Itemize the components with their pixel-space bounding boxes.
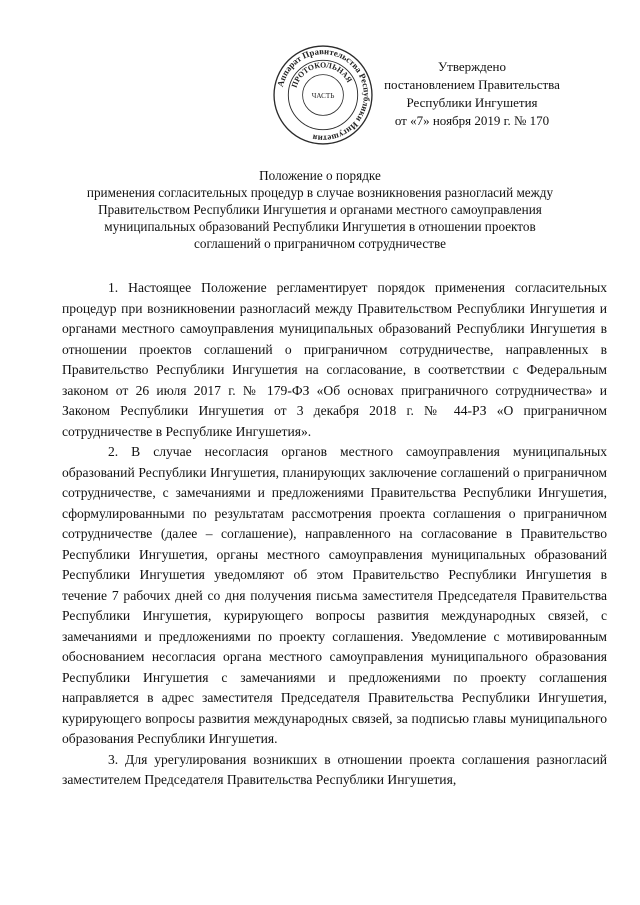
approval-block (360, 58, 584, 130)
title-line: применения согласительных процедур в случае возникновения разногласий между (86, 185, 554, 200)
paragraph-2: 2. В случае несогласия органов местного самоуправления муниципальных образований Республики Ингушетия, планирующих заключение соглашений о приграничном сотрудничестве, с замечаниями и предложениями Правительства Республики Ингушетия, сформулированными по результатам рассмотрения проекта соглашения о приграничном сотрудничестве (далее – соглашение), направленного на согласование в Правительство Республики Ингушетия, органы местного самоуправления муниципальных образований Республики Ингушетия уведомляют об этом Правительство Республики Ингушетия в течение 7 рабочих дней со дня получения письма заместителя Председателя Правительства Республики Ингушетия, курирующего вопросы развития международных связей, с замечаниями и предложениями по проекту соглашения. Уведомление с мотивированным обоснованием несогласия органа местного самоуправления муниципального образования Республики Ингушетия с замечаниями и предложениями по проекту соглашения направляется в адрес заместителя Председателя Правительства Республики Ингушетия, курирующего вопросы развития международных связей, за подписью главы муниципального образования Республики Ингушетия. (62, 444, 607, 746)
paragraph-1: 1. Настоящее Положение регламентирует порядок применения согласительных процедур при возникновении разногласий между Правительством Республики Ингушетия и органами местного самоуправления муниципальных образований Республики Ингушетия в отношении проектов соглашений о приграничном сотрудничестве, направленных в Правительство Республики Ингушетия на согласование, в соответствии с Федеральным законом от 26 июля 2017 г. № 179-ФЗ «Об основах приграничного сотрудничества» и Законом Республики Ингушетия от 3 декабря 2018 г. № 44-РЗ «О приграничном сотрудничестве в Республике Ингушетия». (62, 280, 607, 439)
title-line: Положение о порядке (259, 168, 381, 183)
stamp-outer-text: Аппарат Правительства Республики Ингушетия (275, 46, 372, 144)
approval-line: от «7» ноября 2019 г. № 170 (394, 113, 550, 128)
official-stamp (272, 44, 374, 146)
approval-line: Утверждено (437, 59, 507, 74)
document-title (60, 167, 580, 252)
document-body (62, 278, 607, 791)
approval-line: Республики Ингушетия (406, 95, 538, 110)
stamp-middle-text: ПРОТОКОЛЬНАЯ (289, 60, 354, 89)
approval-line: постановлением Правительства (384, 77, 560, 92)
paragraph-3: 3. Для урегулирования возникших в отношении проекта соглашения разногласий заместителем Председателя Правительства Республики Ингушетия, (62, 751, 607, 787)
title-line: соглашений о приграничном сотрудничестве (194, 236, 446, 251)
title-line: Правительством Республики Ингушетия и органами местного самоуправления (98, 202, 542, 217)
title-line: муниципальных образований Республики Ингушетия в отношении проектов (104, 219, 536, 234)
stamp-center-text: ЧАСТЬ (311, 92, 335, 101)
